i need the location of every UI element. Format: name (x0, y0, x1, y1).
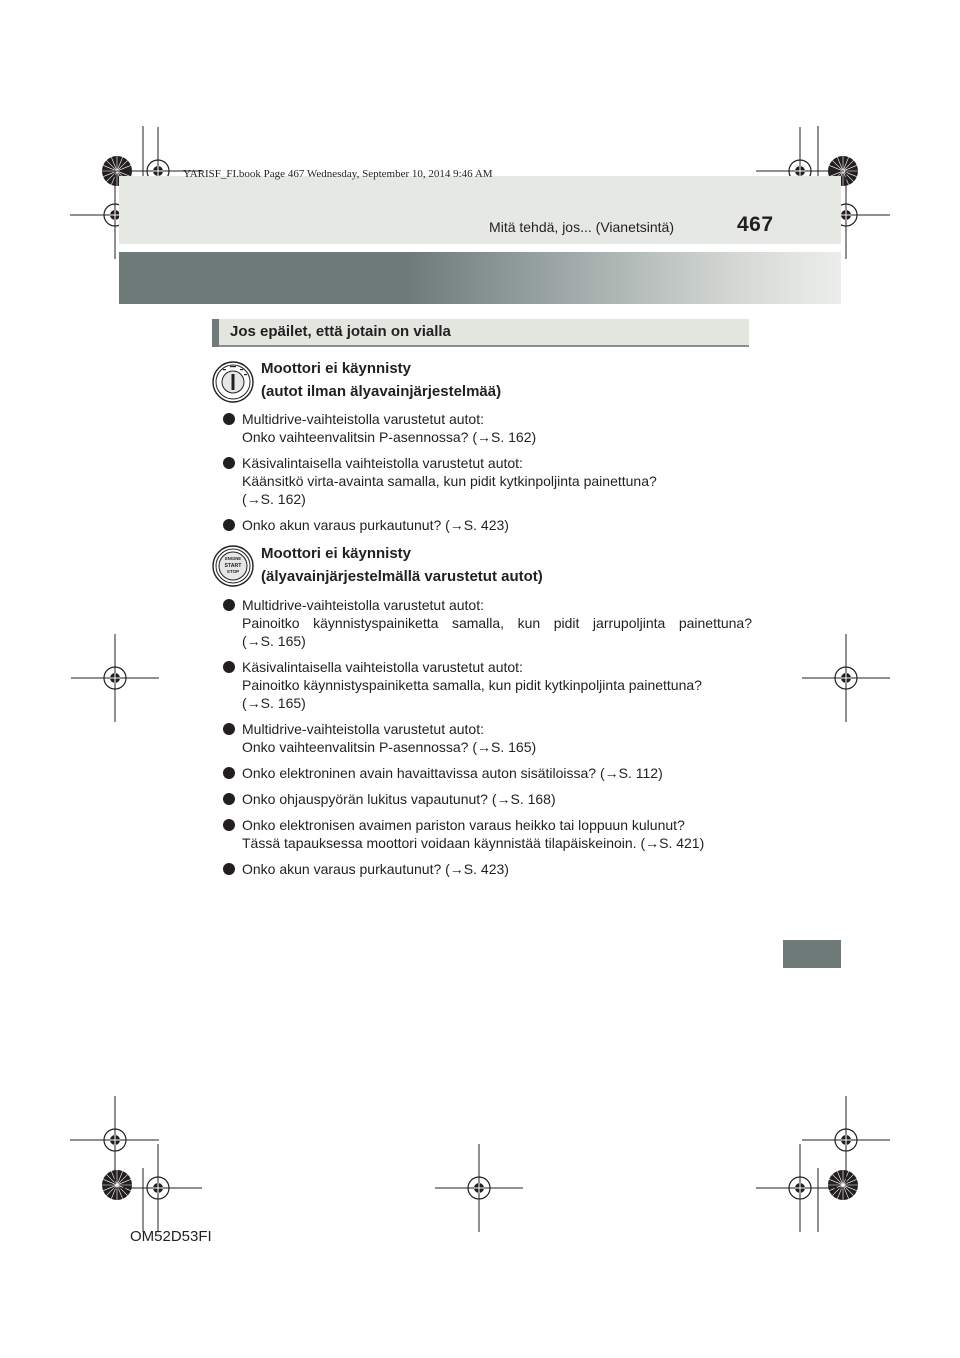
list-item: Multidrive-vaihteistolla varustetut autot: Painoitko käynnistyspainiketta samalla, kun pidit jarrupoljinta painettuna? (→S. 165) (222, 596, 752, 650)
group2-title-line2: (älyavainjärjestelmällä varustetut autot) (261, 568, 543, 585)
document-code: OM52D53FI (130, 1228, 212, 1245)
bullet-dot-icon (223, 413, 235, 425)
page-header-band (119, 176, 841, 244)
ignition-key-switch-icon (212, 361, 254, 403)
icon-text-engine: ENGINE (224, 556, 242, 561)
list-item: Multidrive-vaihteistolla varustetut autot: Onko vaihteenvalitsin P-asennossa? (→S. 165) (222, 720, 752, 756)
section-title: Jos epäilet, että jotain on vialla (230, 323, 451, 340)
bullet-dot-icon (223, 767, 235, 779)
bullet-dot-icon (223, 793, 235, 805)
list-item: Onko ohjauspyörän lukitus vapautunut? (→S. 168) (222, 790, 752, 808)
bullet-dot-icon (223, 723, 235, 735)
chapter-gradient-band (119, 252, 841, 304)
chapter-tab-marker (783, 940, 841, 968)
icon-text-start: START (224, 563, 242, 569)
page-title: Mitä tehdä, jos... (Vianetsintä) (489, 219, 674, 235)
bullet-dot-icon (223, 661, 235, 673)
list-item: Käsivalintaisella vaihteistolla varustetut autot: Käänsitkö virta-avainta samalla, kun pidit kytkinpoljinta painettuna? (→S. 162) (222, 454, 752, 508)
list-item: Onko akun varaus purkautunut? (→S. 423) (222, 516, 752, 534)
group1-list (222, 410, 752, 534)
group1-title-line1: Moottori ei käynnisty (261, 360, 412, 377)
page-number: 467 (737, 213, 774, 236)
engine-start-stop-button-icon (212, 545, 254, 587)
group1-title-line2: (autot ilman älyavainjärjestelmää) (261, 383, 502, 400)
bullet-dot-icon (223, 819, 235, 831)
group2-list (222, 596, 752, 878)
icon-text-stop: STOP (226, 569, 240, 574)
section-accent (212, 319, 219, 347)
list-item: Onko elektroninen avain havaittavissa auton sisätiloissa? (→S. 112) (222, 764, 752, 782)
list-item: Onko elektronisen avaimen pariston varaus heikko tai loppuun kulunut? Tässä tapauksessa moottori voidaan käynnistää tilapäiskeinoin. (→S. 421) (222, 816, 752, 852)
bullet-dot-icon (223, 519, 235, 531)
section-heading-bar (212, 319, 749, 347)
list-item: Multidrive-vaihteistolla varustetut autot: Onko vaihteenvalitsin P-asennossa? (→S. 162) (222, 410, 752, 446)
group2-title-line1: Moottori ei käynnisty (261, 545, 412, 562)
book-file-info: YARISF_FI.book Page 467 Wednesday, September 10, 2014 9:46 AM (183, 168, 493, 180)
group2-title (261, 542, 543, 588)
list-item: Käsivalintaisella vaihteistolla varustetut autot: Painoitko käynnistyspainiketta samalla, kun pidit kytkinpoljinta painettuna? (→S. 165) (222, 658, 752, 712)
bullet-dot-icon (223, 863, 235, 875)
bullet-dot-icon (223, 599, 235, 611)
bullet-dot-icon (223, 457, 235, 469)
group1-title (261, 357, 501, 403)
list-item: Onko akun varaus purkautunut? (→S. 423) (222, 860, 752, 878)
